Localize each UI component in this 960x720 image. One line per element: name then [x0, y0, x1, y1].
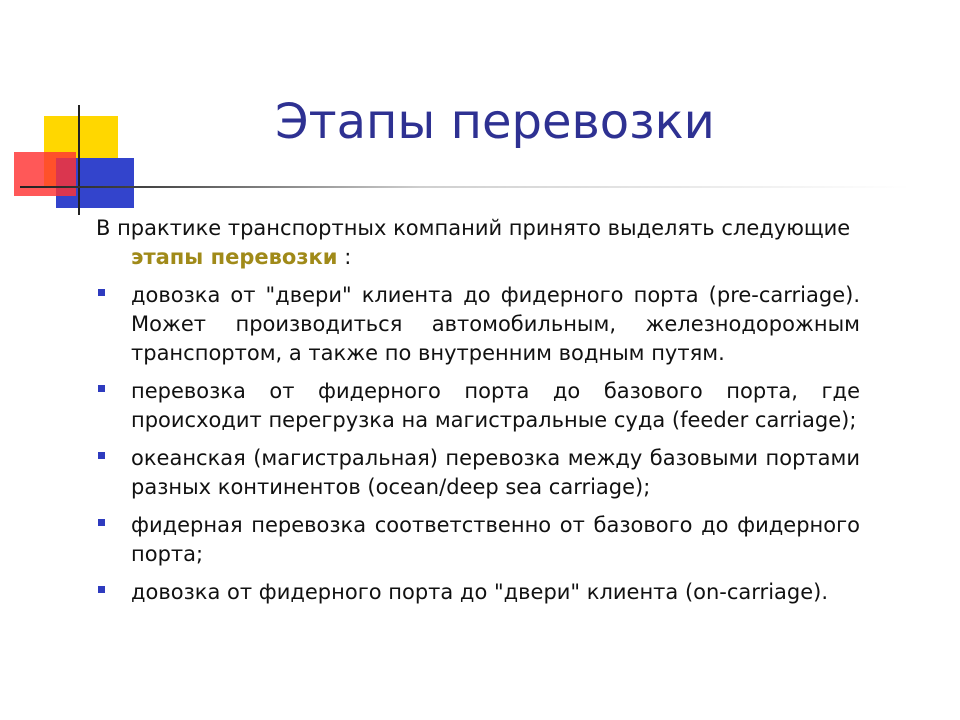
list-item	[96, 511, 860, 569]
square-bullet-icon	[98, 289, 105, 296]
vertical-divider	[78, 105, 80, 215]
intro-highlight: этапы перевозки	[131, 245, 338, 269]
list-item-text: довозка от "двери" клиента до фидерного порта (pre-carriage). Может производиться автомобильным, железнодорожным транспортом, а также по внутренним водным путям.	[131, 283, 860, 365]
title-underline	[20, 186, 910, 188]
slide-content	[96, 214, 860, 616]
list-item	[96, 377, 860, 435]
list-item	[96, 578, 860, 607]
list-item-text: довозка от фидерного порта до "двери" клиента (on-carriage).	[131, 580, 829, 604]
square-bullet-icon	[98, 385, 105, 392]
slide-title: Этапы перевозки	[275, 94, 715, 150]
square-bullet-icon	[98, 519, 105, 526]
stages-list	[96, 281, 860, 607]
intro-suffix: :	[337, 245, 352, 269]
red-square	[14, 152, 76, 196]
list-item	[96, 444, 860, 502]
list-item	[96, 281, 860, 368]
list-item-text: океанская (магистральная) перевозка между базовыми портами разных континентов (ocean/deep sea carriage);	[131, 446, 860, 499]
square-bullet-icon	[98, 586, 105, 593]
square-bullet-icon	[98, 452, 105, 459]
overlapping-squares-logo	[0, 0, 140, 230]
intro-text: В практике транспортных компаний принято выделять следующие	[96, 216, 851, 240]
list-item-text: фидерная перевозка соответственно от базового до фидерного порта;	[131, 513, 860, 566]
intro-paragraph	[96, 214, 860, 272]
list-item-text: перевозка от фидерного порта до базового порта, где происходит перегрузка на магистральные суда (feeder carriage);	[131, 379, 860, 432]
